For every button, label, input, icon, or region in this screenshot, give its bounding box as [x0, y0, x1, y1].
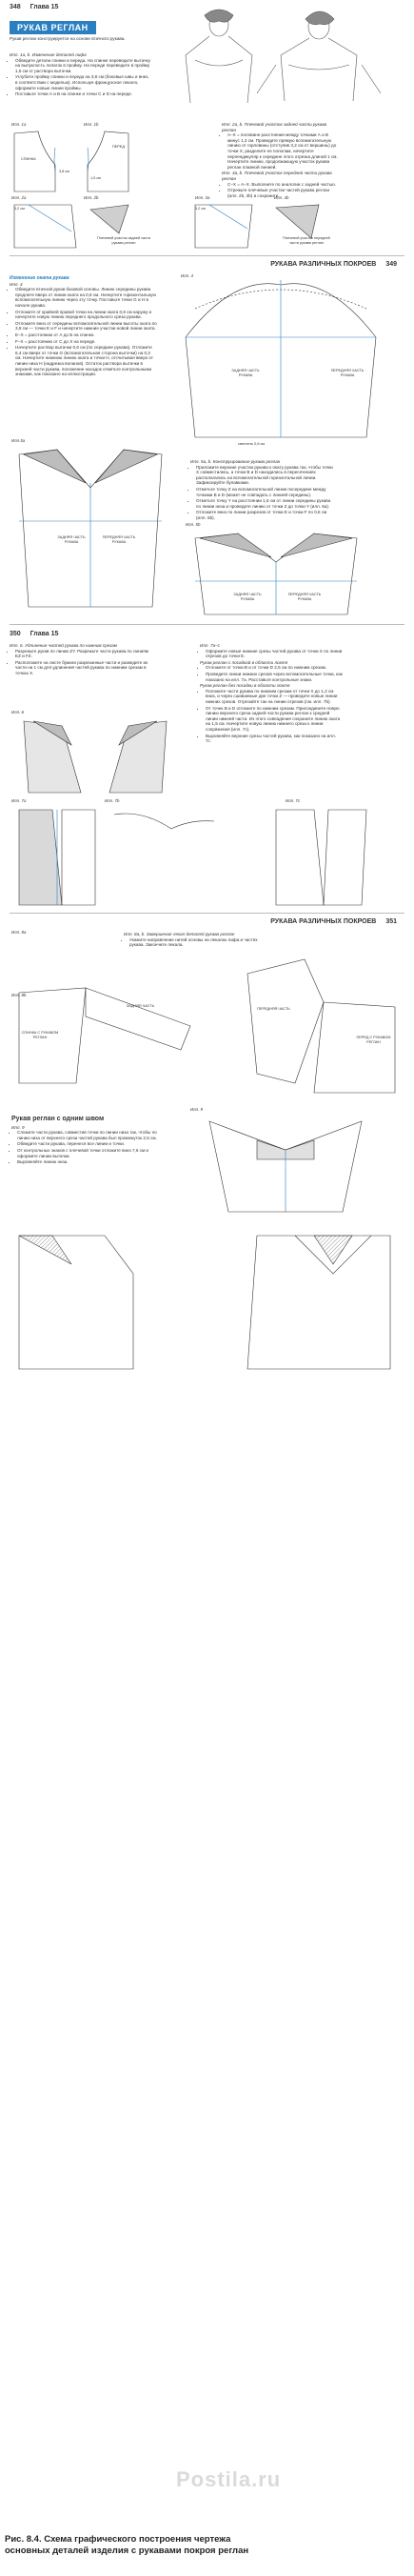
dim-3-8-label: 3,8 см — [59, 170, 69, 173]
front-sleeve-label: ПЕРЕДНЯЯ ЧАСТЬ РУКАВА — [102, 535, 136, 544]
one-seam-title: Рукав реглан с одним швом — [11, 1116, 105, 1122]
running-head: РУКАВА РАЗЛИЧНЫХ ПОКРОЕВ — [270, 261, 377, 268]
fig-5a-label: Илл.5а — [11, 438, 26, 443]
instruction-item: • F–X = расстоянию от C до X на переде. — [15, 339, 157, 345]
instruction-item: • Отрежьте плечевые участки частей рукава реглан (илл. 2b, 3b) и сохраните. — [227, 188, 341, 198]
instruction-item: • Е–Х = расстоянию от А до Б на спинке. — [15, 332, 157, 338]
page-350 — [0, 629, 414, 910]
instruction-item: • Отложите вниз от середины вспомогательной линии высоты оката по 3,8 см — точки Е и F и начертите нижние участки новой линии оката. — [15, 321, 157, 332]
instructions-block — [10, 52, 152, 98]
running-head: РУКАВА РАЗЛИЧНЫХ ПОКРОЕВ — [270, 918, 377, 925]
instruction-item: • Оформите новые нижние срезы частей рукава от точки X по линии отрезов до точки Е. — [206, 649, 343, 659]
figure-caption: Илл. 7а–с — [200, 643, 220, 648]
instruction-item: • Выровняйте линию низа. — [17, 1159, 164, 1165]
raglan-shoulder-drawings — [10, 200, 409, 252]
one-seam-instructions — [11, 1117, 164, 1166]
front-sleeve-label: ПЕРЕДНЯЯ ЧАСТЬ РУКАВА — [330, 369, 365, 377]
figure-caption-main — [5, 2534, 248, 2557]
divider — [10, 913, 404, 914]
figure-caption: Илл. 5а, b. Конструирование рукава реглан — [190, 459, 281, 464]
page-number: 350 — [10, 631, 21, 637]
back-raglan-label: СПИНКА С РУКАВОМ РЕГЛАН — [21, 1031, 59, 1039]
full-raglan-draft — [10, 1231, 409, 1374]
fig-3a-label: Илл. 3а — [195, 195, 210, 200]
instruction-item: • Обведите втачной рукав базовой основы. Линию середины рукава продлите вверх от линии оката на 0,6 см. Начертите горизонтальную вспомогательную линию через эту точку. Поставьте точки G и H в начале рукава. — [15, 287, 157, 308]
instruction-item: • Проведите линии нижних срезов через вспомогательные точки, как показано на илл. 7а. Расставьте контрольные знаки. — [206, 672, 343, 682]
split-sleeve-drawing — [10, 716, 181, 793]
caption-line-2: основных деталей изделия с рукавами покроя реглан — [5, 2546, 249, 2556]
fig-8b-label: Илл. 8b — [11, 993, 27, 997]
front-sleeve-piece-label: Плечевой участок передней части рукава реглан — [283, 236, 330, 245]
seam-instructions — [200, 643, 343, 745]
page-349 — [0, 259, 414, 621]
instruction-item: • Обведите детали спинки и переда. На спинке переведите вытачку на выпуклость лопаток в пройму. На переде переведите в пройму 1,5 см от раствора вытачки. — [15, 58, 152, 74]
page-348 — [0, 0, 414, 252]
raglan-sleeve-b-drawing — [190, 529, 400, 619]
subheading: Рукав реглан без посадки в области локтя — [200, 683, 290, 689]
fig-6-label: Илл. 6 — [11, 710, 24, 714]
figure-caption: Илл. 1а, b. Изменение деталей лифа — [10, 52, 87, 57]
finishing-instructions — [124, 932, 266, 949]
instruction-item: • Разрежьте рукав по линии ZY. Разрежьте части рукава по линиям EZ и FZ. — [15, 649, 152, 659]
instruction-item: • Отложите вниз по линии разрезов от точки E и точки F по 0,6 см (илл. 5b). — [196, 510, 333, 520]
page-number: 351 — [385, 918, 397, 925]
instruction-item: • Отложите от крайней правой точки на линии оката 0,6 см наружу и начертите новую линию переднего продольного среза рукава. — [15, 310, 157, 320]
intro-text: Рукав реглан конструируется на основе втачного рукава. — [10, 36, 126, 41]
instruction-item: • Выровняйте верхние срезы частей рукава, как показано на илл. 7с. — [206, 734, 343, 744]
fashion-illustration — [176, 8, 404, 111]
fig-7a-label: Илл. 7а — [11, 798, 27, 803]
sleeve-seam-drawings — [10, 805, 409, 910]
instruction-item: • Укажите направление нитей основы на лекалах лифа и частях рукава. Закончите лекала. — [129, 937, 266, 948]
front-label: ПЕРЕД — [112, 145, 125, 149]
raglan-sleeve-drawing — [10, 445, 176, 616]
instruction-item: • Положите части рукава по нижним срезам от точки X до 1,2 см вниз, и через сшиваемые две точки Z — проведите новые линии нижних срезов. Отрезайте так на линии отрезов (см. илл. 7b). — [206, 689, 343, 705]
section-title: РУКАВ РЕГЛАН — [10, 21, 96, 34]
instruction-item: • Углубите пройму спинки и переда на 3,8 см (боковые швы и вниз, в соответствии с моделью). Используя французское лекало, оформите новые линии проймы. — [15, 74, 152, 91]
sleeve-cap-instructions — [10, 276, 157, 378]
shift-label: сместить 0,6 см — [238, 442, 265, 446]
back-sleeve-label: ЗАДНЯЯ ЧАСТЬ — [126, 1004, 155, 1008]
instruction-item: • Отложите от точки B и от точки D 2,5 см по нижним срезам. — [206, 665, 343, 671]
instruction-item: • Поставьте точки А и В на спинке и точки С и D на переде. — [15, 91, 152, 97]
figure-caption: Илл. 4 — [10, 281, 23, 287]
fig-4-label: Илл. 4 — [181, 273, 193, 278]
raglan-instructions — [190, 459, 333, 522]
front-sleeve-label: ПЕРЕДНЯЯ ЧАСТЬ — [257, 1007, 290, 1011]
fig-8a-label: Илл. 8а — [11, 930, 27, 935]
instruction-item: • От контрольных знаков с плечевой точки отложите вниз 7,6 см и оформите линии вытачки. — [17, 1148, 164, 1158]
back-sleeve-label: ЗАДНЯЯ ЧАСТЬ РУКАВА — [231, 369, 260, 377]
divider — [10, 255, 404, 256]
instruction-item: • А–Х = половине расстояния между точками А и В минус 1,3 см. Проведите прямую вспомогательную линию от горловины (отступив 3,2 см от вершины) до точки Х, разделите ее пополам, начертите перпендикуляр к середине этого отрезка длиной 1 см. Начертите линию, продолжающую участок рукава реглан плавной линией. — [227, 132, 341, 170]
instruction-item: • Начертите раствор вытачки 0,6 см (по середине рукава). Отложите 6,4 см вверх от точки G (вспомогательная сторона выточки) на 0,3 см. Начертите нижнюю линию оката и точки Н, отсчитывая вверх от линии низа Н (надрезка воланов). Остаток раствора вытачки в верхней части рукава, положение насадок отметьте контрольными знаками, как показано на иллюстрации. — [15, 345, 157, 377]
instruction-item: • Приложите верхние участки рукава к окату рукава так, чтобы точки Х совместились, а точки В и D находились в пересечениях располагались на вспомогательной горизонтальной линии. Зафиксируйте булавками. — [196, 465, 333, 486]
fig-7b-label: Илл. 7b — [105, 798, 120, 803]
page-number: 349 — [385, 261, 397, 268]
lengthening-instructions — [10, 643, 152, 677]
instruction-item: • Сложите части рукава, совместив точки по линии низа так, чтобы по линии низа от верхнего среза частей рукава был промежуток 2,5 см. — [17, 1130, 164, 1140]
instruction-item: • Отметьте точку Z на вспомогательной линии посередине между точками B и D (может не совпадать с линией середины). — [196, 487, 333, 497]
figure-caption: Илл. 3а, b. Плечевой участок передней части рукава реглан — [222, 171, 332, 181]
sleeve-cap-drawing — [176, 280, 404, 442]
back-sleeve-label: ЗАДНЯЯ ЧАСТЬ РУКАВА — [233, 593, 262, 601]
page-header — [270, 261, 404, 268]
fig-1a-label: Илл. 1а — [11, 122, 27, 127]
right-instructions — [222, 122, 341, 199]
one-seam-sleeve-drawing — [190, 1112, 400, 1217]
instruction-item: • Обведите части рукава, перенеся все линии и точки. — [17, 1141, 164, 1147]
divider — [10, 624, 404, 625]
back-sleeve-piece-label: Плечевой участок задней части рукава реглан — [97, 236, 150, 245]
fig-1b-label: Илл. 1b — [84, 122, 99, 127]
fig-2b-label: Илл. 2b — [84, 195, 99, 200]
figure-caption: Илл. 8а, b. Завершение лекал деталей рукава реглан — [124, 932, 235, 936]
front-raglan-label: ПЕРЕД С РУКАВОМ РЕГЛАН — [356, 1036, 391, 1044]
instruction-item: • Расположите на листе бумаги разрезанные части и разведите их части на 1 см для удлинения частей рукава по нижним срезам в точках X. — [15, 660, 152, 676]
subheading: Рукав реглан с посадкой в области локтя — [200, 659, 288, 665]
figure-caption: Илл. 9 — [11, 1124, 25, 1130]
dim-3-2-label-front: 3,2 см — [195, 207, 206, 211]
watermark: Postila.ru — [176, 2467, 282, 2491]
subsection-heading: Изменение оката рукава — [10, 275, 69, 281]
fig-2a-label: Илл. 2а — [11, 195, 27, 200]
fig-5b-label: Илл. 5b — [186, 522, 201, 527]
chapter-label: Глава 15 — [30, 631, 59, 637]
instruction-item: • Отметьте точку Y на расстоянии 1,6 см от линии середины рукава по линии низа и проведите линию от точки Z до точки Y (илл. 5а). — [196, 498, 333, 509]
figure-caption: Илл. 6. Удлинение частей рукава по нижним срезам — [10, 643, 117, 648]
front-sleeve-label: ПЕРЕДНЯЯ ЧАСТЬ РУКАВА — [287, 593, 322, 601]
back-sleeve-label: ЗАДНЯЯ ЧАСТЬ РУКАВА — [57, 535, 86, 544]
dim-3-2-label: 3,2 см — [14, 207, 25, 211]
fig-3b-label: Илл. 3b — [274, 195, 289, 200]
fig-9-label: Илл. 9 — [190, 1107, 203, 1112]
instruction-item: • С–Х = А–Х. Выполните по аналогии с задней частью. — [227, 182, 341, 188]
fig-7c-label: Илл. 7с — [286, 798, 301, 803]
dim-1-5-label: 1,5 см — [90, 176, 101, 180]
caption-line-1: Рис. 8.4. Схема графического построения чертежа — [5, 2534, 231, 2545]
page-header — [10, 4, 58, 10]
figure-caption: Илл. 2а, b. Плечевой участок задней части рукава реглан — [222, 122, 327, 132]
page-number: 348 — [10, 4, 21, 10]
page-header — [10, 631, 58, 637]
page-351 — [0, 916, 414, 1398]
back-label: СПИНКА — [21, 157, 36, 161]
chapter-label: Глава 15 — [30, 4, 59, 10]
raglan-pattern-pieces — [10, 955, 409, 1097]
page-header — [270, 918, 404, 925]
instruction-item: • От точек B и D отложите по нижним срезам. Присоедините новую линию верхнего среза задней части рукава реглан к средней линии нижней части. Из этого совпадения сохраните линию оката на 1,5 см. Начертите новую линию нижнего среза к линии сопряжения (илл. 7c). — [206, 706, 343, 733]
